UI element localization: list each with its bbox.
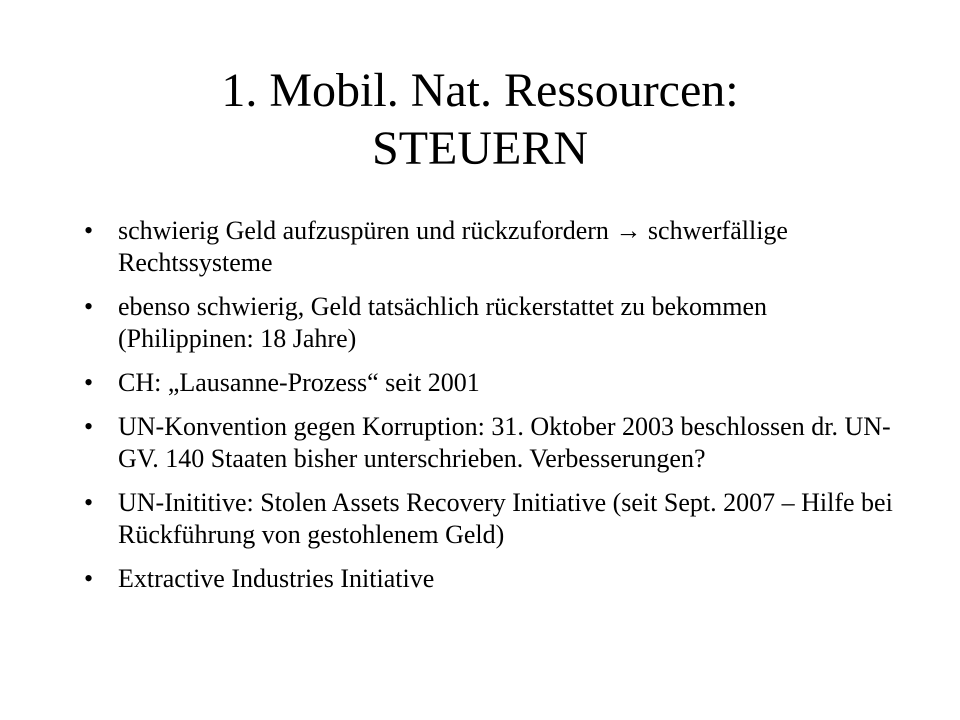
- bullet-item-4: [78, 411, 898, 475]
- slide-title: [80, 62, 880, 178]
- bullet-list: [78, 215, 898, 607]
- bullet-item-2: [78, 291, 898, 355]
- bullet-item-5: [78, 487, 898, 551]
- bullet-icon: •: [84, 216, 94, 245]
- bullet-text-4: UN-Konvention gegen Korruption: 31. Oktober 2003 beschlossen dr. UN-GV. 140 Staaten bisher unterschrieben. Verbesserungen?: [118, 412, 891, 473]
- bullet-icon: •: [84, 412, 94, 441]
- bullet-text-2: ebenso schwierig, Geld tatsächlich rückerstattet zu bekommen (Philippinen: 18 Jahre): [118, 292, 768, 353]
- bullet-item-1: [78, 215, 898, 279]
- bullet-item-3: [78, 367, 898, 399]
- bullet-icon: •: [84, 488, 94, 517]
- bullet-text-5: UN-Inititive: Stolen Assets Recovery Initiative (seit Sept. 2007 – Hilfe bei Rückführung von gestohlenem Geld): [118, 488, 893, 549]
- bullet-icon: •: [84, 292, 94, 321]
- bullet-icon: •: [84, 368, 94, 397]
- bullet-text-3: CH: „Lausanne-Prozess“ seit 2001: [118, 368, 480, 397]
- bullet-text-1: schwierig Geld aufzuspüren und rückzufordern → schwerfällige Rechtssysteme: [118, 216, 788, 277]
- bullet-icon: •: [84, 564, 94, 593]
- bullet-text-6: Extractive Industries Initiative: [118, 564, 435, 593]
- slide-title-line-1: 1. Mobil. Nat. Ressourcen:: [221, 64, 739, 117]
- bullet-item-6: [78, 563, 898, 595]
- slide-title-line-2: STEUERN: [372, 122, 588, 175]
